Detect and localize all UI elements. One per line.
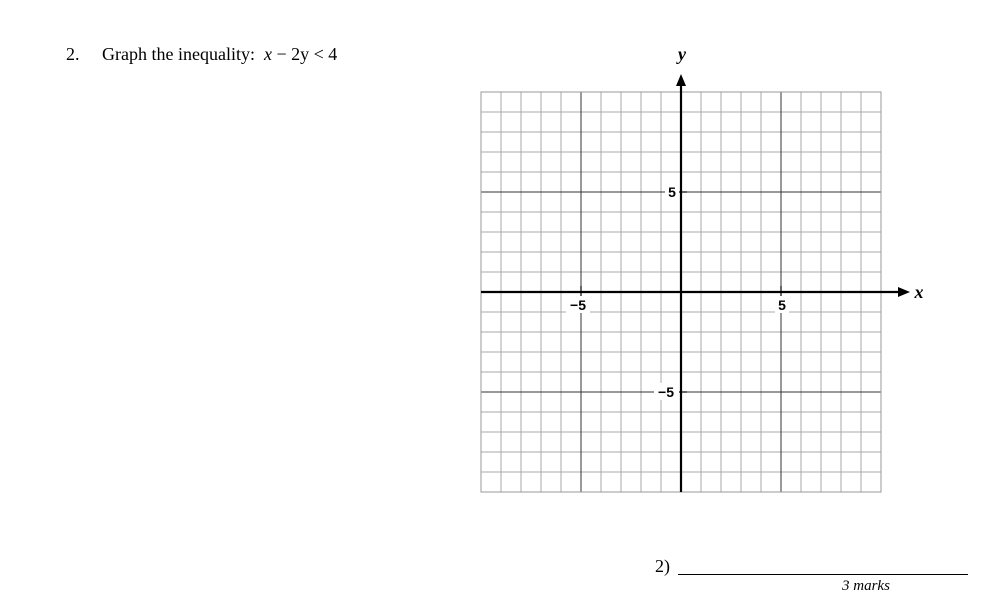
inequality-lt: < [313,44,324,64]
marks-label: 3 marks [842,578,890,594]
y-tick-label-neg5: −5 [658,384,674,400]
answer-label: 2) [655,556,670,576]
answer-line[interactable] [678,574,968,575]
y-tick-label-pos5: 5 [668,184,676,200]
question-prompt: Graph the inequality: [102,44,255,64]
y-axis-label: y [678,44,686,64]
x-axis-arrow-icon [898,287,910,297]
y-axis-arrow-icon [676,74,686,86]
x-tick-label-neg5: −5 [570,297,586,313]
inequality-rhs: 4 [328,44,338,64]
inequality-minus: − [276,44,287,64]
question-number: 2. [66,44,80,64]
inequality-coef: 2y [291,44,310,64]
x-tick-label-pos5: 5 [778,297,786,313]
x-axis-label: x [914,282,924,302]
inequality-x: x [263,44,272,64]
